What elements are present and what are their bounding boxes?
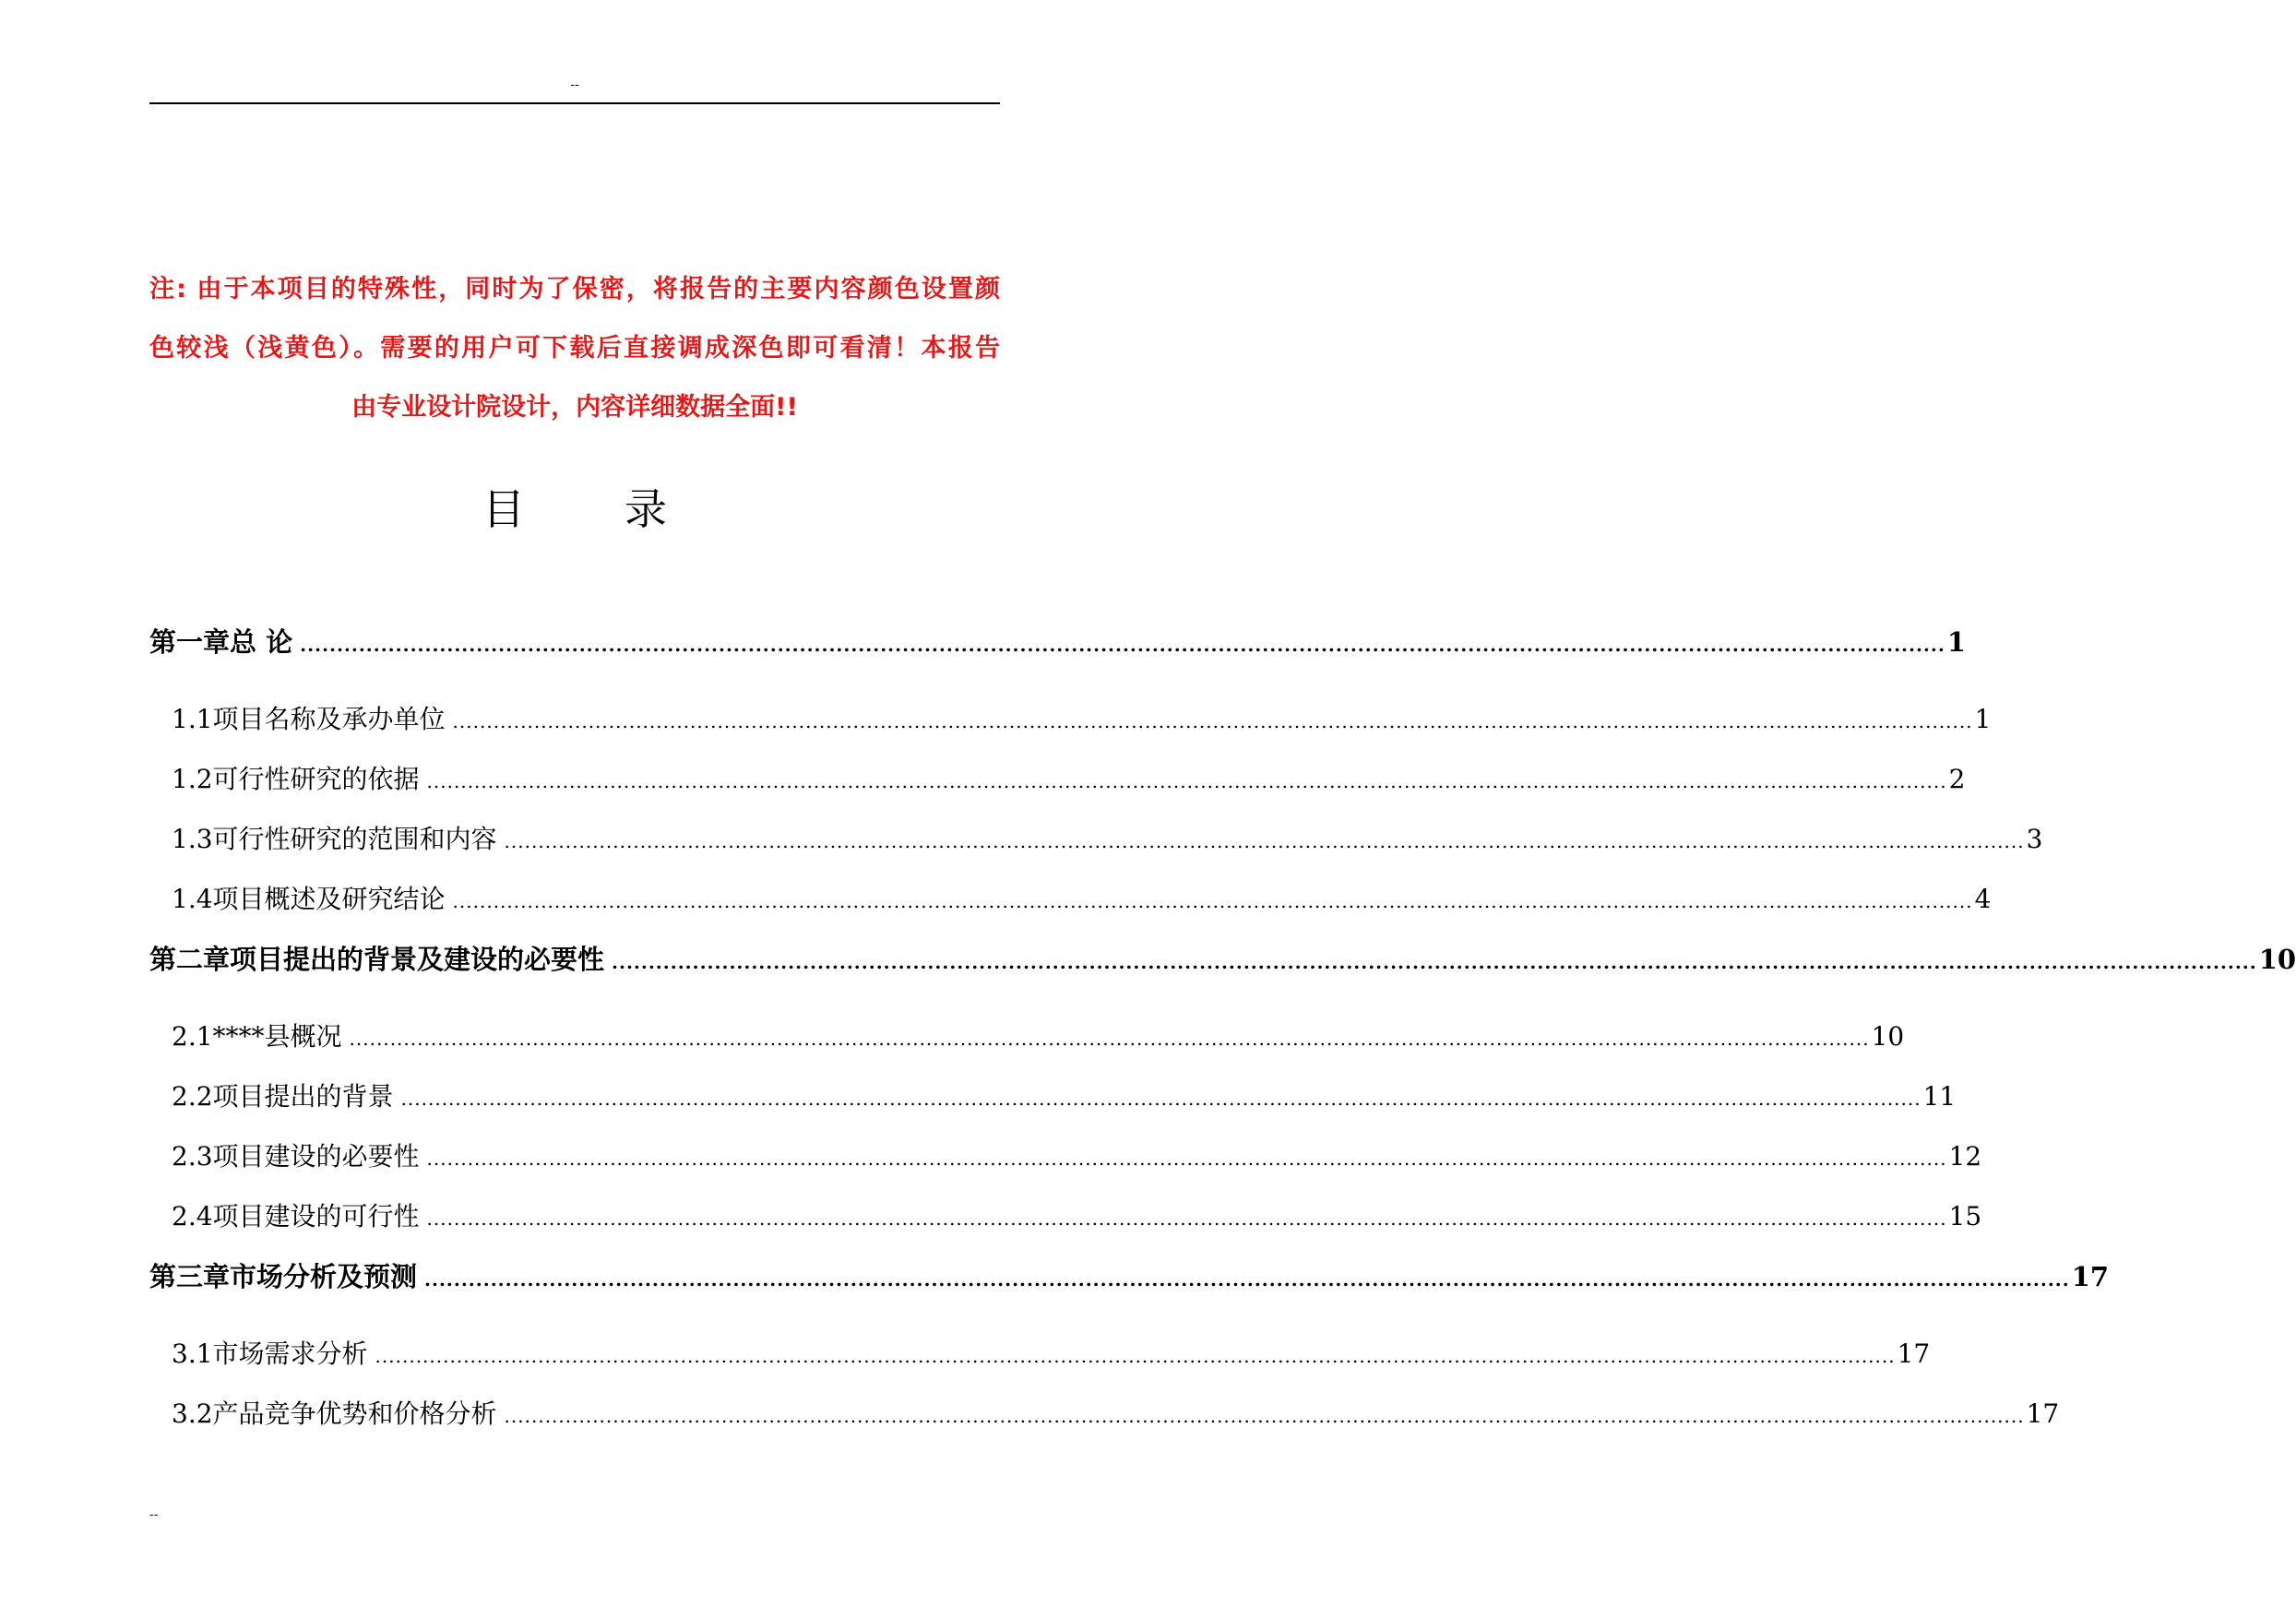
toc-page-number: 17 [2026, 1398, 2060, 1429]
toc-entry-title: 项目提出的背景 [212, 1081, 394, 1112]
toc-dot-leader: ................................................................................................................................................................................................................................ [349, 1028, 1870, 1050]
toc-page-number: 17 [1897, 1338, 1931, 1369]
toc-dot-leader: ................................................................................................................................................................................................................................ [452, 710, 1973, 732]
toc-entry-number: 第一章 [149, 626, 231, 658]
toc-dot-leader: ................................................................................................................................................................................................................................ [504, 830, 2025, 852]
toc-page-number: 17 [2071, 1261, 2110, 1292]
toc-entry-title: 可行性研究的依据 [212, 764, 420, 794]
toc-section-entry[interactable] [149, 819, 2043, 879]
toc-page-number: 12 [1948, 1141, 1982, 1172]
toc-entry-number: 2.2 [172, 1081, 213, 1112]
toc-page-number: 2 [1948, 764, 1966, 794]
toc-page-number: 11 [1922, 1081, 1957, 1112]
confidentiality-notice [149, 260, 1000, 437]
toc-entry-number: 1.4 [172, 884, 213, 914]
toc-title-char: 录 [625, 484, 667, 534]
toc-section-entry[interactable] [149, 1017, 1905, 1077]
toc-entry-title: 项目名称及承办单位 [212, 704, 446, 734]
toc-entry-number: 1.3 [172, 824, 213, 854]
toc-entry-title: 产品竞争优势和价格分析 [212, 1398, 497, 1429]
toc-page-number: 4 [1974, 884, 1992, 914]
toc-entry-title: 项目提出的背景及建设的必要性 [230, 944, 605, 975]
toc-page-number: 1 [1946, 626, 1966, 658]
notice-line: 由专业设计院设计，内容详细数据全面!! [351, 393, 798, 422]
toc-section-entry[interactable] [149, 1196, 1982, 1256]
toc-page-number: 10 [2258, 944, 2296, 975]
page-footer-mark: -- [149, 1507, 159, 1522]
toc-page-number: 15 [1948, 1201, 1982, 1231]
toc-dot-leader: ................................................................................................................................................................................................................................ [612, 951, 2257, 973]
toc-section-entry[interactable] [149, 1334, 1931, 1394]
toc-page-number: 10 [1871, 1021, 1905, 1052]
toc-title [149, 482, 1000, 537]
toc-entry-number: 1.2 [172, 764, 213, 794]
toc-entry-number: 第二章 [149, 944, 231, 975]
toc-section-entry[interactable] [149, 699, 1992, 759]
toc-dot-leader: ................................................................................................................................................................................................................................ [426, 1148, 1947, 1170]
toc-section-entry[interactable] [149, 1136, 1982, 1196]
toc-entry-number: 3.1 [172, 1338, 213, 1369]
toc-entry-number: 2.1 [172, 1021, 213, 1052]
toc-entry-title: ****县概况 [212, 1021, 342, 1052]
toc-chapter-entry[interactable] [149, 1256, 2110, 1334]
toc-chapter-entry[interactable] [149, 939, 2296, 1017]
toc-section-entry[interactable] [149, 879, 1992, 939]
toc-dot-leader: ................................................................................................................................................................................................................................ [424, 1268, 2070, 1291]
header-rule [149, 102, 1000, 104]
toc-section-entry[interactable] [149, 1077, 1957, 1136]
toc-dot-leader: ................................................................................................................................................................................................................................ [452, 890, 1973, 912]
page-header-mark: -- [570, 77, 579, 92]
toc-page-number: 1 [1974, 704, 1992, 734]
toc-dot-leader: ................................................................................................................................................................................................................................ [426, 1208, 1947, 1230]
toc-entry-title: 项目建设的必要性 [212, 1141, 420, 1172]
toc-title-char: 目 [482, 484, 525, 534]
toc-dot-leader: ................................................................................................................................................................................................................................ [426, 770, 1947, 792]
toc-dot-leader: ................................................................................................................................................................................................................................ [300, 634, 1945, 656]
toc-page-number: 3 [2026, 824, 2043, 854]
toc-entry-title: 项目概述及研究结论 [212, 884, 446, 914]
toc-entry-title: 市场需求分析 [212, 1338, 368, 1369]
toc-entry-title: 项目建设的可行性 [212, 1201, 420, 1231]
toc-dot-leader: ................................................................................................................................................................................................................................ [375, 1345, 1896, 1367]
toc-dot-leader: ................................................................................................................................................................................................................................ [504, 1405, 2025, 1427]
toc-entry-number: 2.4 [172, 1201, 213, 1231]
toc-section-entry[interactable] [149, 1394, 2060, 1454]
table-of-contents [149, 622, 2296, 1454]
toc-entry-number: 1.1 [172, 704, 213, 734]
toc-entry-title: 市场分析及预测 [230, 1261, 418, 1292]
toc-entry-number: 2.3 [172, 1141, 213, 1172]
toc-section-entry[interactable] [149, 759, 1966, 819]
toc-entry-number: 第三章 [149, 1261, 231, 1292]
toc-entry-title: 可行性研究的范围和内容 [212, 824, 497, 854]
toc-dot-leader: ................................................................................................................................................................................................................................ [400, 1088, 1921, 1110]
notice-line: 注: 由于本项目的特殊性，同时为了保密，将报告的主要内容颜色设置颜 [149, 275, 1000, 303]
toc-entry-title: 总 论 [230, 626, 293, 658]
toc-chapter-entry[interactable] [149, 622, 1966, 699]
toc-entry-number: 3.2 [172, 1398, 213, 1429]
notice-line: 色较浅（浅黄色）。需要的用户可下载后直接调成深色即可看清！本报告 [149, 334, 1000, 363]
